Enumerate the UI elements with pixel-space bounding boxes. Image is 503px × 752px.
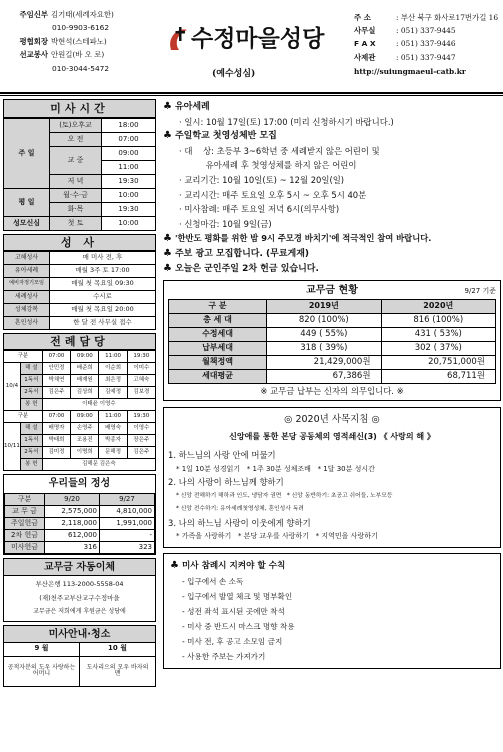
pastoral-item: 3. 나의 하느님 사랑이 이웃에게 향하기	[168, 517, 311, 528]
offering-value: 323	[100, 542, 155, 554]
cleaning-box	[3, 625, 156, 687]
tithe-table	[168, 299, 496, 384]
mass-day: (토)오후교	[50, 119, 102, 133]
duty-cell: 박종자	[99, 435, 127, 447]
pastoral-item: 1. 하느님의 사랑 안에 머물기	[168, 450, 276, 461]
notice-line: · 일시: 10월 17일(토) 17:00 (미리 신청하시기 바랍니다.)	[179, 116, 394, 127]
tithe-date: 9/27 기준	[464, 287, 496, 296]
mass-group: 주 일	[4, 119, 50, 189]
duty-header: 09:00	[71, 351, 99, 363]
sacrament-table	[3, 251, 156, 330]
tithe-value: 449 ( 55%)	[267, 328, 381, 342]
duty-header: 구분	[4, 411, 43, 423]
pastoral-title: ◎ 2020년 사목지침 ◎	[284, 414, 380, 426]
page-subtitle: (예수성심)	[212, 69, 256, 79]
cleaning-title: 미사안내·청소	[4, 626, 155, 643]
sacrament-name: 세례성사	[4, 291, 50, 304]
mass-group: 성모신심	[4, 217, 50, 231]
tithe-value: 318 ( 39%)	[267, 342, 381, 356]
club-icon: ♣	[163, 262, 172, 274]
notice-heading: ♣ 주일학교 첫영성체반 모집	[163, 130, 277, 142]
sacrament-name: 유아세례	[4, 265, 50, 278]
pastoral-item: 2. 나의 사랑이 하느님께 향하기	[168, 477, 284, 488]
club-icon: ♣	[163, 247, 172, 259]
club-icon: ♣	[170, 559, 179, 571]
mass-time: 19:30	[102, 203, 156, 217]
mass-day: 오 전	[50, 133, 102, 147]
tithe-value: 20,751,000원	[381, 356, 495, 370]
duty-role: 봉 헌	[20, 399, 42, 411]
notice-line: 유아세례 후 첫영성체를 하지 않은 어린이	[179, 160, 357, 171]
duty-cell: 이미수	[127, 363, 155, 375]
header-right-info	[354, 11, 503, 78]
header-label: 사제관	[354, 52, 376, 62]
rule-line: - 입구에서 발열 체크 및 명부확인	[182, 591, 293, 601]
notice-heading: ♣ 주보 광고 모집합니다. (무료게재)	[163, 247, 310, 259]
duty-cell: 김미정	[42, 447, 70, 459]
duty-cell: 최은정	[99, 375, 127, 387]
rule-line: - 사용한 주보는 가져가기	[182, 651, 266, 661]
mass-time: 10:00	[102, 217, 156, 231]
header-value: 박현석(스테파노)	[51, 36, 107, 46]
duty-cell: 김은주	[127, 447, 155, 459]
mass-time: 10:00	[102, 189, 156, 203]
mass-time: 11:00	[102, 161, 156, 175]
duty-cell: 김해문 김은숙	[42, 459, 155, 471]
duty-header: 11:00	[99, 411, 127, 423]
tithe-note: ※ 교무금 납부는 신자의 의무입니다. ※	[260, 386, 404, 397]
pastoral-subtitle: 신앙애를 통한 본당 공동체의 영적쇄신(3) 《 사랑의 해 》	[229, 432, 435, 442]
offering-name: 2차 헌금	[5, 530, 45, 542]
sacrament-value: 매월 첫 목요일 09:30	[50, 278, 156, 291]
offering-value: 2,575,000	[45, 506, 100, 518]
header-label: 선교봉사	[19, 50, 48, 60]
cleaning-month: 10 월	[80, 643, 156, 656]
offering-title: 우리들의 정성	[48, 478, 111, 489]
tithe-name: 총 세 대	[169, 314, 267, 328]
tithe-title: 교무금 현황	[306, 285, 358, 297]
tithe-value: 820 (100%)	[267, 314, 381, 328]
rule-line: - 성전 좌석 표시된 곳에만 착석	[182, 606, 285, 616]
tithe-header: 2019년	[267, 300, 381, 314]
tithe-name: 월책정액	[169, 356, 267, 370]
duty-cell: 장은주	[127, 435, 155, 447]
header-label: 평협회장	[19, 36, 48, 46]
sacrament-name: 혼인성사	[4, 317, 50, 330]
notice-line: · 미사참례: 매주 토요일 저녁 6시(의무사항)	[179, 204, 340, 215]
mass-times-table	[3, 118, 156, 231]
auto-transfer-box	[3, 558, 156, 622]
duty-cell: 김예정	[99, 387, 127, 399]
duty-cell: 배명자	[42, 423, 70, 435]
duty-role: 봉 헌	[20, 459, 42, 471]
offering-table	[4, 493, 155, 554]
duty-cell: 박태희	[42, 435, 70, 447]
cleaning-month: 9 월	[4, 643, 80, 656]
duty-cell: 이태윤 이영수	[42, 399, 155, 411]
offering-value: 2,118,000	[45, 518, 100, 530]
duty-cell: 배영숙	[99, 423, 127, 435]
mass-times-title: 미사시간	[3, 99, 156, 118]
offering-header: 9/20	[45, 494, 100, 506]
notice-line: · 교리시간: 매주 토요일 오후 5시 ~ 오후 5시 40분	[179, 189, 367, 200]
rules-heading: ♣ 미사 참례시 지켜야 할 수칙	[170, 559, 286, 571]
mass-day: 저 녁	[50, 175, 102, 189]
liturgy-duty-table	[3, 350, 156, 471]
header-value: : 051) 337-9447	[396, 52, 456, 62]
pastoral-item-body: * 1일 10분 성경읽기 * 1주 30분 성체조배 * 1달 30분 성시간	[176, 464, 375, 473]
duty-cell: 문해정	[99, 447, 127, 459]
parish-logo	[167, 10, 347, 79]
right-column	[163, 100, 501, 669]
header-value: : 051) 337-9446	[396, 39, 456, 49]
mass-time: 09:00	[102, 147, 156, 161]
offering-value: 1,991,000	[100, 518, 155, 530]
sacrament-value: 한 달 전 사무실 접수	[50, 317, 156, 330]
tithe-value: 68,711원	[381, 370, 495, 384]
tithe-header: 2020년	[381, 300, 495, 314]
sacrament-name: 고해성사	[4, 252, 50, 265]
sacrament-title: 성 사	[3, 234, 156, 251]
sacrament-value: 매월 3주 토 17:00	[50, 265, 156, 278]
offering-box	[3, 474, 156, 555]
sacrament-value: 매월 첫 목요일 20:00	[50, 304, 156, 317]
sacrament-name: 성체강복	[4, 304, 50, 317]
duty-role: 2독서	[20, 447, 42, 459]
header-value: 010-9903-6162	[52, 23, 110, 33]
pastoral-guidelines-box	[163, 407, 501, 548]
rule-line: - 미사 전, 후 공고 소모임 금지	[182, 636, 283, 646]
notice-line: · 신청마감: 10월 9일(금)	[179, 218, 272, 229]
duty-header: 11:00	[99, 351, 127, 363]
mass-day: 월·수·금	[50, 189, 102, 203]
offering-name: 교 무 금	[5, 506, 45, 518]
church-cross-icon	[167, 24, 189, 52]
page-title: 수정마을성당	[191, 26, 325, 52]
mass-group: 평 일	[4, 189, 50, 217]
pastoral-item-body: * 신앙 전해하기 해하과 인도, 냉담자 권면 * 신앙 동반하기: 초공고 쉬어들, 노부모등	[176, 492, 393, 499]
duty-role: 1독서	[20, 435, 42, 447]
duty-cell: 안민정	[42, 363, 70, 375]
notice-line: · 교리기간: 10월 10일(토) ~ 12월 20일(일)	[179, 174, 345, 185]
duty-header: 19:30	[127, 411, 155, 423]
liturgy-duty-title: 전례담당	[3, 333, 156, 350]
pastoral-item-body: * 가족을 사랑하기 * 본당 교우를 사랑하기 * 지역민을 사랑하기	[176, 532, 378, 541]
cleaning-table	[4, 643, 155, 686]
tithe-name: 수정세대	[169, 328, 267, 342]
duty-cell: 김은주	[42, 387, 70, 399]
tithe-value: 302 ( 37%)	[381, 342, 495, 356]
duty-cell: 손영주	[71, 423, 99, 435]
header-label: F A X	[354, 39, 376, 49]
duty-date: 10/4	[4, 363, 21, 411]
duty-header: 19:30	[127, 351, 155, 363]
cleaning-group: 도사리으의 모우 바자의 맨	[80, 656, 156, 686]
header-value: : 부산 북구 화사로17번가길 16	[396, 13, 499, 22]
club-icon: ♣	[163, 101, 172, 112]
duty-cell: 김상희	[71, 387, 99, 399]
offering-header: 9/27	[100, 494, 155, 506]
header-left-info	[4, 8, 164, 75]
duty-cell: 이명희	[71, 447, 99, 459]
rule-line: - 입구에서 손 소독	[182, 576, 244, 586]
duty-role: 2독서	[20, 387, 42, 399]
header-label: 사무실	[354, 26, 376, 36]
mass-time: 18:00	[102, 119, 156, 133]
account-holder: (재)천주교부산교구수정마을	[39, 594, 120, 602]
notices-section	[163, 100, 501, 276]
sacrament-value: 매 미사 전, 후	[50, 252, 156, 265]
bank-account: 부산은행 113-2000-5558-04	[35, 580, 124, 588]
duty-role: 해 설	[20, 363, 42, 375]
duty-cell: 김보경	[127, 387, 155, 399]
sacrament-value: 수시로	[50, 291, 156, 304]
mass-day: 교 중	[50, 147, 102, 175]
cleaning-group: 공적자분의 도우 사랑하는 어머니	[4, 656, 80, 686]
duty-role: 1독서	[20, 375, 42, 387]
tithe-name: 납부세대	[169, 342, 267, 356]
duty-date: 10/11	[4, 423, 21, 471]
offering-value: 4,810,000	[100, 506, 155, 518]
mass-rules-box	[163, 553, 501, 669]
auto-transfer-title: 교무금 자동이체	[4, 559, 155, 576]
tithe-value: 21,429,000원	[267, 356, 381, 370]
duty-cell: 이순희	[99, 363, 127, 375]
duty-cell: 박채연	[42, 375, 70, 387]
duty-header: 구분	[4, 351, 43, 363]
notice-heading: ♣ '한반도 평화를 위한 밤 9시 주모경 바치기'에 적극적인 참여 바랍니다.	[163, 233, 432, 245]
tithe-status-box	[163, 280, 501, 401]
tithe-value: 431 ( 53%)	[381, 328, 495, 342]
tithe-name: 세대평균	[169, 370, 267, 384]
duty-cell: 이영수	[127, 423, 155, 435]
offering-value: -	[100, 530, 155, 542]
header-value: 010-3044-5472	[52, 63, 110, 73]
notice-line: · 대 상: 초등부 3~6학년 중 세례받지 않은 어린이 및	[179, 145, 380, 156]
offering-value: 612,000	[45, 530, 100, 542]
offering-name: 미사헌금	[5, 542, 45, 554]
duty-cell: 조용진	[71, 435, 99, 447]
offering-header: 구분	[5, 494, 45, 506]
notice-heading: ♣ 유아세례	[163, 101, 210, 112]
offering-value: 316	[45, 542, 100, 554]
transfer-note: 교무금은 저희에게 후원금은 성당에	[33, 608, 126, 615]
header-label: 주 소	[354, 13, 371, 22]
parish-url-link[interactable]: http://suiungmaeul-catb.kr	[354, 66, 466, 76]
club-icon: ♣	[163, 233, 172, 245]
duty-header: 07:00	[42, 411, 70, 423]
header-divider	[0, 92, 503, 94]
club-icon: ♣	[163, 130, 172, 142]
pastoral-item-body: * 신앙 전수하기: 유아세례첫영성체, 혼인성사 독려	[176, 506, 304, 513]
header-label: 주임신부	[19, 10, 48, 19]
tithe-value: 67,386원	[267, 370, 381, 384]
header-value: 김기태(세례자요한)	[51, 10, 114, 19]
mass-time: 19:30	[102, 175, 156, 189]
duty-cell: 배재원	[71, 375, 99, 387]
offering-name: 주일헌금	[5, 518, 45, 530]
mass-day: 화·목	[50, 203, 102, 217]
notice-heading: ♣ 오늘은 군인주일 2차 헌금 있습니다.	[163, 262, 319, 274]
header-value: : 051) 337-9445	[396, 26, 456, 36]
duty-header: 07:00	[42, 351, 70, 363]
rule-line: - 미사 중 반드시 마스크 명향 착용	[182, 621, 295, 631]
duty-role: 해 설	[20, 423, 42, 435]
header-divider	[0, 95, 503, 96]
duty-header: 09:00	[71, 411, 99, 423]
sacrament-name: 예비자정기모임	[4, 278, 50, 291]
tithe-header: 구 분	[169, 300, 267, 314]
mass-day: 첫 토	[50, 217, 102, 231]
duty-cell: 고혜숙	[127, 375, 155, 387]
left-column	[3, 99, 156, 687]
duty-cell: 배준희	[71, 363, 99, 375]
header-value: 안원길(바 오 로)	[51, 50, 105, 60]
tithe-value: 816 (100%)	[381, 314, 495, 328]
mass-time: 07:00	[102, 133, 156, 147]
